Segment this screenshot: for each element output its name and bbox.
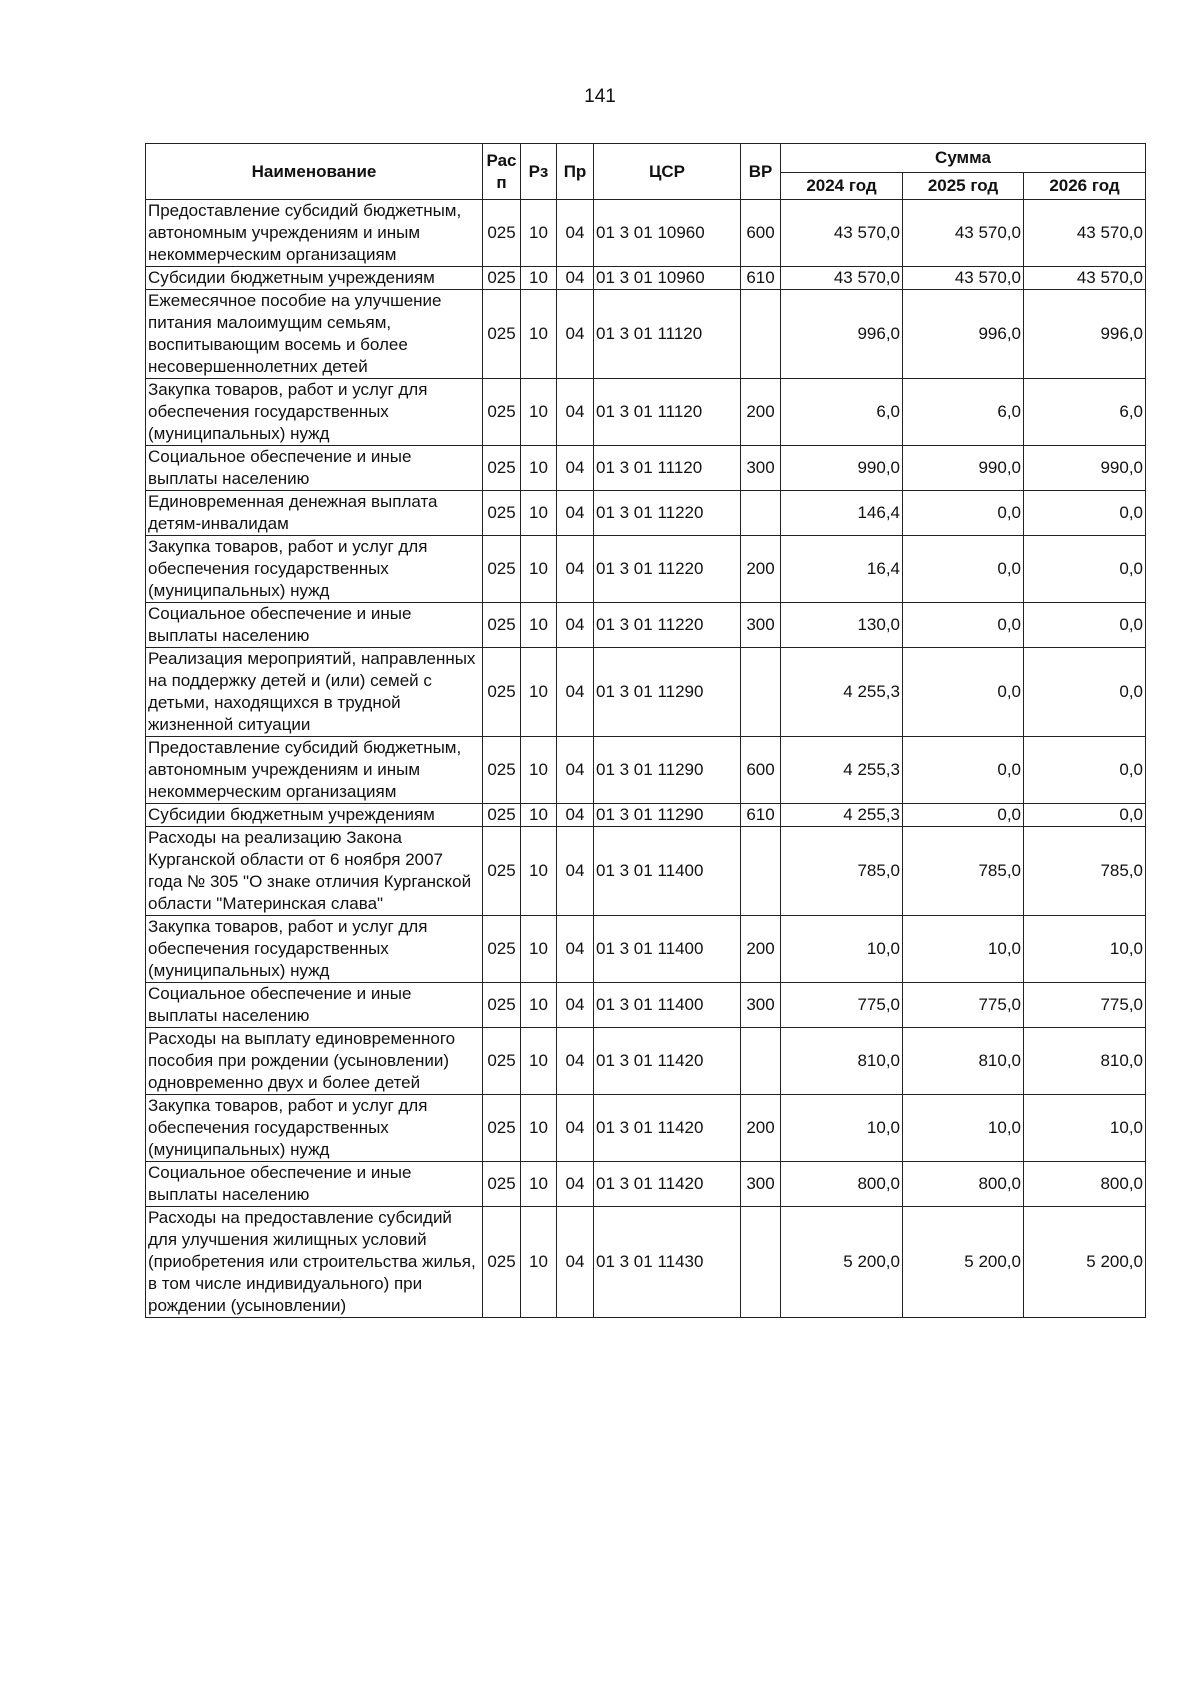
cell-sum-2025: 0,0 bbox=[903, 491, 1024, 536]
cell-pr: 04 bbox=[557, 983, 594, 1028]
cell-rz: 10 bbox=[521, 804, 557, 827]
table-row bbox=[146, 290, 1146, 379]
cell-sum-2026: 43 570,0 bbox=[1024, 267, 1146, 290]
cell-sum-2024: 4 255,3 bbox=[781, 648, 903, 737]
cell-sum-2026: 810,0 bbox=[1024, 1028, 1146, 1095]
cell-csr: 01 3 01 11220 bbox=[594, 491, 741, 536]
cell-sum-2025: 0,0 bbox=[903, 804, 1024, 827]
header-csr: ЦСР bbox=[594, 144, 741, 200]
table-row bbox=[146, 446, 1146, 491]
cell-sum-2025: 10,0 bbox=[903, 916, 1024, 983]
cell-sum-2025: 810,0 bbox=[903, 1028, 1024, 1095]
cell-vr: 300 bbox=[741, 603, 781, 648]
cell-sum-2025: 785,0 bbox=[903, 827, 1024, 916]
cell-pr: 04 bbox=[557, 446, 594, 491]
table-row bbox=[146, 1207, 1146, 1318]
table-row bbox=[146, 916, 1146, 983]
header-rasp: Рас п bbox=[483, 144, 521, 200]
table-row bbox=[146, 804, 1146, 827]
cell-name: Социальное обеспечение и иные выплаты населению bbox=[146, 983, 483, 1028]
cell-sum-2026: 0,0 bbox=[1024, 491, 1146, 536]
cell-rasp: 025 bbox=[483, 536, 521, 603]
table-body bbox=[146, 200, 1146, 1318]
table-row bbox=[146, 491, 1146, 536]
table-row bbox=[146, 1162, 1146, 1207]
cell-csr: 01 3 01 11120 bbox=[594, 379, 741, 446]
cell-name: Ежемесячное пособие на улучшение питания малоимущим семьям, воспитывающим восемь и более несовершеннолетних детей bbox=[146, 290, 483, 379]
cell-sum-2026: 0,0 bbox=[1024, 648, 1146, 737]
cell-sum-2025: 775,0 bbox=[903, 983, 1024, 1028]
cell-rz: 10 bbox=[521, 200, 557, 267]
cell-name: Закупка товаров, работ и услуг для обеспечения государственных (муниципальных) нужд bbox=[146, 379, 483, 446]
cell-rasp: 025 bbox=[483, 1095, 521, 1162]
cell-rz: 10 bbox=[521, 603, 557, 648]
cell-name: Закупка товаров, работ и услуг для обеспечения государственных (муниципальных) нужд bbox=[146, 916, 483, 983]
cell-sum-2024: 785,0 bbox=[781, 827, 903, 916]
cell-rasp: 025 bbox=[483, 804, 521, 827]
cell-rz: 10 bbox=[521, 290, 557, 379]
cell-sum-2026: 0,0 bbox=[1024, 804, 1146, 827]
cell-pr: 04 bbox=[557, 491, 594, 536]
cell-rasp: 025 bbox=[483, 916, 521, 983]
cell-vr: 200 bbox=[741, 536, 781, 603]
cell-sum-2025: 43 570,0 bbox=[903, 200, 1024, 267]
table-row bbox=[146, 267, 1146, 290]
cell-rasp: 025 bbox=[483, 290, 521, 379]
cell-sum-2025: 0,0 bbox=[903, 603, 1024, 648]
cell-pr: 04 bbox=[557, 1207, 594, 1318]
cell-pr: 04 bbox=[557, 737, 594, 804]
page-number: 141 bbox=[584, 86, 616, 107]
cell-name: Субсидии бюджетным учреждениям bbox=[146, 804, 483, 827]
cell-sum-2024: 996,0 bbox=[781, 290, 903, 379]
cell-vr: 300 bbox=[741, 1162, 781, 1207]
table-row bbox=[146, 1095, 1146, 1162]
cell-sum-2026: 10,0 bbox=[1024, 1095, 1146, 1162]
cell-rasp: 025 bbox=[483, 379, 521, 446]
cell-csr: 01 3 01 11120 bbox=[594, 290, 741, 379]
cell-name: Расходы на реализацию Закона Курганской области от 6 ноября 2007 года № 305 "О знаке отличия Курганской области "Материнская слава" bbox=[146, 827, 483, 916]
cell-sum-2025: 6,0 bbox=[903, 379, 1024, 446]
cell-rz: 10 bbox=[521, 1207, 557, 1318]
cell-csr: 01 3 01 11400 bbox=[594, 827, 741, 916]
cell-rz: 10 bbox=[521, 267, 557, 290]
cell-rz: 10 bbox=[521, 737, 557, 804]
cell-sum-2025: 0,0 bbox=[903, 737, 1024, 804]
cell-rasp: 025 bbox=[483, 1162, 521, 1207]
cell-sum-2026: 6,0 bbox=[1024, 379, 1146, 446]
cell-csr: 01 3 01 11290 bbox=[594, 804, 741, 827]
cell-pr: 04 bbox=[557, 379, 594, 446]
cell-rz: 10 bbox=[521, 1028, 557, 1095]
cell-sum-2026: 785,0 bbox=[1024, 827, 1146, 916]
cell-rasp: 025 bbox=[483, 200, 521, 267]
cell-rz: 10 bbox=[521, 827, 557, 916]
cell-rz: 10 bbox=[521, 1162, 557, 1207]
cell-csr: 01 3 01 11290 bbox=[594, 648, 741, 737]
cell-rasp: 025 bbox=[483, 603, 521, 648]
cell-sum-2025: 10,0 bbox=[903, 1095, 1024, 1162]
table-row bbox=[146, 536, 1146, 603]
cell-rz: 10 bbox=[521, 536, 557, 603]
cell-csr: 01 3 01 11220 bbox=[594, 603, 741, 648]
cell-name: Реализация мероприятий, направленных на поддержку детей и (или) семей с детьми, находящихся в трудной жизненной ситуации bbox=[146, 648, 483, 737]
cell-sum-2024: 5 200,0 bbox=[781, 1207, 903, 1318]
cell-pr: 04 bbox=[557, 916, 594, 983]
cell-csr: 01 3 01 11420 bbox=[594, 1028, 741, 1095]
cell-sum-2025: 0,0 bbox=[903, 536, 1024, 603]
cell-sum-2024: 800,0 bbox=[781, 1162, 903, 1207]
cell-rasp: 025 bbox=[483, 491, 521, 536]
cell-sum-2026: 800,0 bbox=[1024, 1162, 1146, 1207]
header-rz: Рз bbox=[521, 144, 557, 200]
cell-name: Расходы на предоставление субсидий для улучшения жилищных условий (приобретения или строительства жилья, в том числе индивидуального) при рождении (усыновлении) bbox=[146, 1207, 483, 1318]
cell-csr: 01 3 01 11420 bbox=[594, 1162, 741, 1207]
cell-name: Закупка товаров, работ и услуг для обеспечения государственных (муниципальных) нужд bbox=[146, 536, 483, 603]
cell-rasp: 025 bbox=[483, 446, 521, 491]
cell-sum-2024: 4 255,3 bbox=[781, 804, 903, 827]
cell-sum-2025: 43 570,0 bbox=[903, 267, 1024, 290]
cell-sum-2024: 990,0 bbox=[781, 446, 903, 491]
cell-vr: 600 bbox=[741, 200, 781, 267]
header-year-2025: 2025 год bbox=[903, 173, 1024, 200]
cell-sum-2024: 810,0 bbox=[781, 1028, 903, 1095]
cell-vr: 200 bbox=[741, 916, 781, 983]
cell-name: Расходы на выплату единовременного пособия при рождении (усыновлении) одновременно двух и более детей bbox=[146, 1028, 483, 1095]
cell-pr: 04 bbox=[557, 1095, 594, 1162]
cell-rasp: 025 bbox=[483, 1028, 521, 1095]
cell-sum-2026: 996,0 bbox=[1024, 290, 1146, 379]
cell-rz: 10 bbox=[521, 916, 557, 983]
table-row bbox=[146, 827, 1146, 916]
cell-sum-2026: 775,0 bbox=[1024, 983, 1146, 1028]
cell-vr bbox=[741, 1028, 781, 1095]
cell-csr: 01 3 01 10960 bbox=[594, 267, 741, 290]
cell-name: Единовременная денежная выплата детям-инвалидам bbox=[146, 491, 483, 536]
cell-csr: 01 3 01 11430 bbox=[594, 1207, 741, 1318]
header-pr: Пр bbox=[557, 144, 594, 200]
table-row bbox=[146, 648, 1146, 737]
cell-rasp: 025 bbox=[483, 1207, 521, 1318]
cell-sum-2025: 0,0 bbox=[903, 648, 1024, 737]
cell-csr: 01 3 01 11290 bbox=[594, 737, 741, 804]
cell-vr: 200 bbox=[741, 379, 781, 446]
cell-csr: 01 3 01 10960 bbox=[594, 200, 741, 267]
cell-sum-2026: 5 200,0 bbox=[1024, 1207, 1146, 1318]
cell-rasp: 025 bbox=[483, 648, 521, 737]
cell-vr: 610 bbox=[741, 804, 781, 827]
cell-vr: 610 bbox=[741, 267, 781, 290]
cell-sum-2024: 43 570,0 bbox=[781, 267, 903, 290]
cell-sum-2025: 996,0 bbox=[903, 290, 1024, 379]
cell-rz: 10 bbox=[521, 491, 557, 536]
cell-sum-2026: 0,0 bbox=[1024, 737, 1146, 804]
cell-pr: 04 bbox=[557, 200, 594, 267]
cell-sum-2025: 5 200,0 bbox=[903, 1207, 1024, 1318]
table-row bbox=[146, 983, 1146, 1028]
cell-vr bbox=[741, 1207, 781, 1318]
cell-pr: 04 bbox=[557, 804, 594, 827]
cell-csr: 01 3 01 11400 bbox=[594, 916, 741, 983]
cell-sum-2026: 0,0 bbox=[1024, 536, 1146, 603]
cell-rz: 10 bbox=[521, 379, 557, 446]
cell-sum-2026: 990,0 bbox=[1024, 446, 1146, 491]
cell-pr: 04 bbox=[557, 603, 594, 648]
cell-sum-2025: 800,0 bbox=[903, 1162, 1024, 1207]
budget-table bbox=[145, 143, 1146, 1318]
cell-sum-2024: 6,0 bbox=[781, 379, 903, 446]
cell-rz: 10 bbox=[521, 1095, 557, 1162]
cell-csr: 01 3 01 11120 bbox=[594, 446, 741, 491]
cell-csr: 01 3 01 11420 bbox=[594, 1095, 741, 1162]
cell-sum-2026: 43 570,0 bbox=[1024, 200, 1146, 267]
header-year-2026: 2026 год bbox=[1024, 173, 1146, 200]
cell-sum-2026: 10,0 bbox=[1024, 916, 1146, 983]
cell-pr: 04 bbox=[557, 290, 594, 379]
table-row bbox=[146, 379, 1146, 446]
table-row bbox=[146, 1028, 1146, 1095]
table-row bbox=[146, 737, 1146, 804]
cell-name: Предоставление субсидий бюджетным, автономным учреждениям и иным некоммерческим организациям bbox=[146, 200, 483, 267]
cell-rasp: 025 bbox=[483, 267, 521, 290]
cell-rz: 10 bbox=[521, 983, 557, 1028]
cell-pr: 04 bbox=[557, 648, 594, 737]
cell-pr: 04 bbox=[557, 827, 594, 916]
cell-csr: 01 3 01 11400 bbox=[594, 983, 741, 1028]
header-sum: Сумма bbox=[781, 144, 1146, 173]
cell-vr: 600 bbox=[741, 737, 781, 804]
header-vr: ВР bbox=[741, 144, 781, 200]
cell-vr bbox=[741, 648, 781, 737]
cell-vr bbox=[741, 290, 781, 379]
cell-rz: 10 bbox=[521, 446, 557, 491]
cell-name: Субсидии бюджетным учреждениям bbox=[146, 267, 483, 290]
cell-vr bbox=[741, 491, 781, 536]
cell-sum-2024: 146,4 bbox=[781, 491, 903, 536]
cell-sum-2024: 16,4 bbox=[781, 536, 903, 603]
cell-csr: 01 3 01 11220 bbox=[594, 536, 741, 603]
cell-vr bbox=[741, 827, 781, 916]
cell-rasp: 025 bbox=[483, 737, 521, 804]
cell-name: Закупка товаров, работ и услуг для обеспечения государственных (муниципальных) нужд bbox=[146, 1095, 483, 1162]
cell-rasp: 025 bbox=[483, 983, 521, 1028]
cell-pr: 04 bbox=[557, 1162, 594, 1207]
cell-rasp: 025 bbox=[483, 827, 521, 916]
table-row bbox=[146, 603, 1146, 648]
cell-rz: 10 bbox=[521, 648, 557, 737]
cell-name: Социальное обеспечение и иные выплаты населению bbox=[146, 1162, 483, 1207]
cell-sum-2024: 4 255,3 bbox=[781, 737, 903, 804]
cell-name: Социальное обеспечение и иные выплаты населению bbox=[146, 603, 483, 648]
cell-pr: 04 bbox=[557, 536, 594, 603]
cell-sum-2026: 0,0 bbox=[1024, 603, 1146, 648]
table-header bbox=[146, 144, 1146, 200]
cell-sum-2024: 775,0 bbox=[781, 983, 903, 1028]
cell-vr: 200 bbox=[741, 1095, 781, 1162]
cell-sum-2024: 10,0 bbox=[781, 1095, 903, 1162]
header-year-2024: 2024 год bbox=[781, 173, 903, 200]
table-row bbox=[146, 200, 1146, 267]
cell-vr: 300 bbox=[741, 983, 781, 1028]
cell-name: Предоставление субсидий бюджетным, автономным учреждениям и иным некоммерческим организациям bbox=[146, 737, 483, 804]
cell-pr: 04 bbox=[557, 267, 594, 290]
cell-sum-2024: 43 570,0 bbox=[781, 200, 903, 267]
header-name: Наименование bbox=[146, 144, 483, 200]
cell-vr: 300 bbox=[741, 446, 781, 491]
cell-pr: 04 bbox=[557, 1028, 594, 1095]
cell-sum-2024: 10,0 bbox=[781, 916, 903, 983]
cell-sum-2024: 130,0 bbox=[781, 603, 903, 648]
cell-sum-2025: 990,0 bbox=[903, 446, 1024, 491]
cell-name: Социальное обеспечение и иные выплаты населению bbox=[146, 446, 483, 491]
